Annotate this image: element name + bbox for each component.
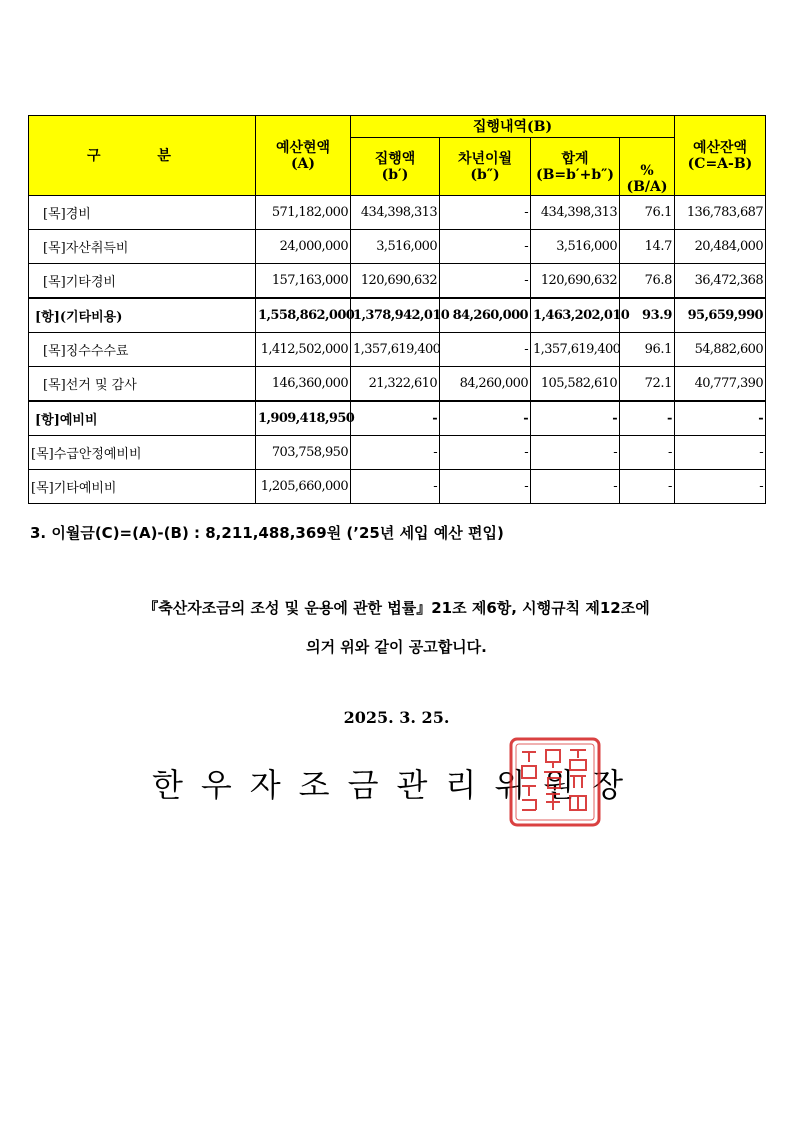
cell-pct: - <box>620 436 675 470</box>
signer-name: 한우자조금관리위원장 <box>151 766 642 804</box>
cell-carried: - <box>440 401 531 436</box>
cell-budget: 24,000,000 <box>256 230 351 264</box>
row-label: [항](기타비용) <box>29 298 256 333</box>
legal-basis-line-1: 『축산자조금의 조성 및 운용에 관한 법률』21조 제6항, 시행규칙 제12조에 <box>143 599 650 617</box>
table-row <box>29 298 766 333</box>
cell-executed: 434,398,313 <box>351 196 440 230</box>
row-label: [목]수급안정예비비 <box>29 436 256 470</box>
cell-pct: - <box>620 470 675 504</box>
cell-total: 120,690,632 <box>531 264 620 299</box>
row-label: [목]선거 및 감사 <box>29 367 256 402</box>
cell-executed: 3,516,000 <box>351 230 440 264</box>
cell-budget: 146,360,000 <box>256 367 351 402</box>
cell-carried: - <box>440 196 531 230</box>
header-execution-group: 집행내역(B) <box>351 116 675 138</box>
cell-total: 1,357,619,400 <box>531 333 620 367</box>
cell-pct: 96.1 <box>620 333 675 367</box>
row-label: [목]기타경비 <box>29 264 256 299</box>
table-row <box>29 264 766 299</box>
row-label: [목]경비 <box>29 196 256 230</box>
table-row <box>29 333 766 367</box>
official-seal-stamp <box>508 736 602 828</box>
row-label: [목]징수수수료 <box>29 333 256 367</box>
table-row <box>29 470 766 504</box>
cell-carried: 84,260,000 <box>440 367 531 402</box>
cell-carried: - <box>440 333 531 367</box>
row-label: [항]예비비 <box>29 401 256 436</box>
cell-carried: - <box>440 436 531 470</box>
cell-balance: 136,783,687 <box>675 196 766 230</box>
cell-executed: 21,322,610 <box>351 367 440 402</box>
cell-total: - <box>531 401 620 436</box>
header-balance: 예산잔액 (C=A-B) <box>675 116 766 196</box>
cell-total: 105,582,610 <box>531 367 620 402</box>
cell-balance: - <box>675 436 766 470</box>
cell-budget: 157,163,000 <box>256 264 351 299</box>
cell-balance: - <box>675 401 766 436</box>
cell-executed: 120,690,632 <box>351 264 440 299</box>
cell-total: 434,398,313 <box>531 196 620 230</box>
header-pct: % (B/A) <box>620 138 675 196</box>
legal-basis-line-2: 의거 위와 같이 공고합니다. <box>306 638 487 656</box>
cell-budget: 571,182,000 <box>256 196 351 230</box>
table-row <box>29 230 766 264</box>
table-row <box>29 436 766 470</box>
cell-balance: 54,882,600 <box>675 333 766 367</box>
cell-pct: 72.1 <box>620 367 675 402</box>
cell-pct: - <box>620 401 675 436</box>
cell-budget: 703,758,950 <box>256 436 351 470</box>
cell-pct: 14.7 <box>620 230 675 264</box>
cell-balance: - <box>675 470 766 504</box>
cell-balance: 40,777,390 <box>675 367 766 402</box>
cell-total: - <box>531 470 620 504</box>
cell-executed: 1,378,942,010 <box>351 298 440 333</box>
cell-balance: 95,659,990 <box>675 298 766 333</box>
cell-carried: 84,260,000 <box>440 298 531 333</box>
table-row <box>29 196 766 230</box>
cell-executed: - <box>351 436 440 470</box>
cell-pct: 93.9 <box>620 298 675 333</box>
cell-pct: 76.8 <box>620 264 675 299</box>
cell-carried: - <box>440 264 531 299</box>
header-budget: 예산현액 (A) <box>256 116 351 196</box>
cell-total: - <box>531 436 620 470</box>
budget-execution-table <box>28 115 766 504</box>
table-row <box>29 401 766 436</box>
cell-executed: - <box>351 470 440 504</box>
cell-budget: 1,558,862,000 <box>256 298 351 333</box>
cell-budget: 1,412,502,000 <box>256 333 351 367</box>
table-row <box>29 367 766 402</box>
cell-budget: 1,205,660,000 <box>256 470 351 504</box>
row-label: [목]기타예비비 <box>29 470 256 504</box>
cell-total: 1,463,202,010 <box>531 298 620 333</box>
cell-executed: 1,357,619,400 <box>351 333 440 367</box>
cell-pct: 76.1 <box>620 196 675 230</box>
header-total: 합계 (B=b′+b″) <box>531 138 620 196</box>
cell-budget: 1,909,418,950 <box>256 401 351 436</box>
header-category: 구 분 <box>29 116 256 196</box>
announcement-date: 2025. 3. 25. <box>343 708 450 727</box>
row-label: [목]자산취득비 <box>29 230 256 264</box>
carryover-text: 3. 이월금(C)=(A)-(B) : 8,211,488,369원 (’25년 세입 예산 편입) <box>30 524 504 542</box>
cell-balance: 20,484,000 <box>675 230 766 264</box>
cell-total: 3,516,000 <box>531 230 620 264</box>
header-executed: 집행액 (b′) <box>351 138 440 196</box>
cell-balance: 36,472,368 <box>675 264 766 299</box>
cell-executed: - <box>351 401 440 436</box>
cell-carried: - <box>440 470 531 504</box>
cell-carried: - <box>440 230 531 264</box>
header-carried: 차년이월 (b″) <box>440 138 531 196</box>
